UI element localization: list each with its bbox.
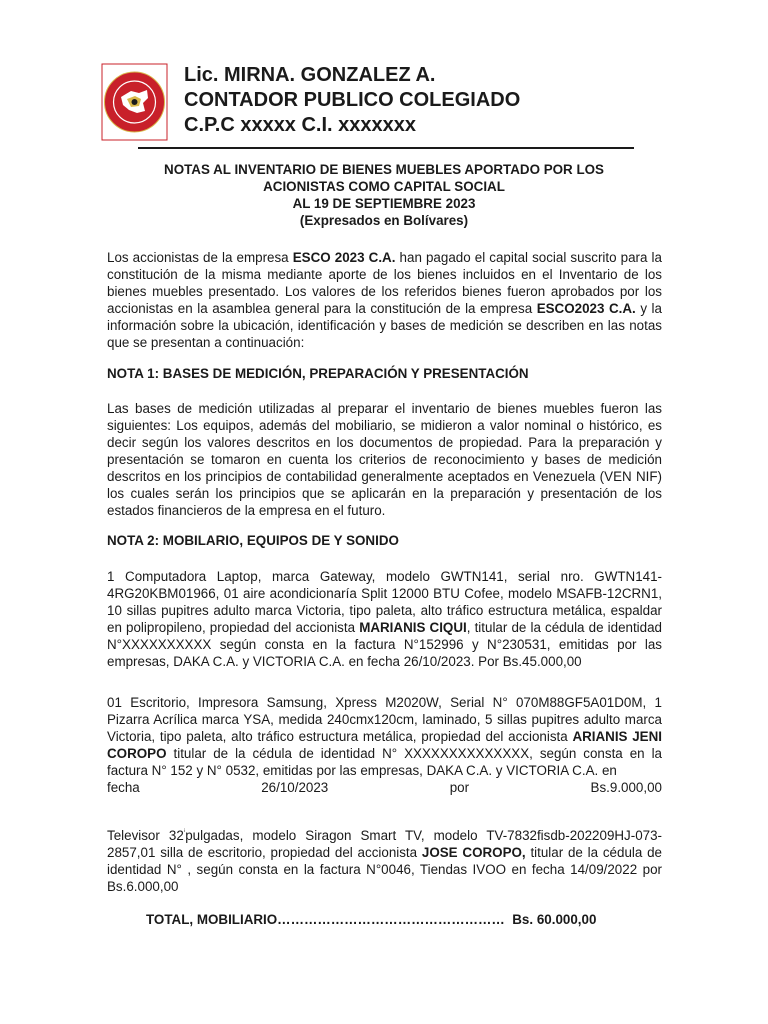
item-2-last-line: fecha 26/10/2023 por Bs.9.000,00 — [107, 780, 662, 795]
accountant-ids: C.P.C xxxxx C.I. xxxxxxx — [184, 114, 417, 136]
company-name-2: ESCO2023 C.A. — [536, 301, 636, 316]
nota2-item-2: 01 Escritorio, Impresora Samsung, Xpress M2020W, Serial N° 070M88GF5A01D0M, 1 Pizarra Acrílica marca YSA, medida 240cmx120cm, laminado, 5 sillas pupitres adulto marca Victoria, tipo paleta, alto tráfico estructura metálica, propiedad del accionista ARIANIS JENI COROPO titular de la cédula de identidad N° XXXXXXXXXXXXXX, según consta en la factura N° 152 y N° 0532, emitidas por las empresas, DAKA C.A. y VICTORIA C.A. en fecha 26/10/2023 por Bs.9.000,00 — [107, 695, 662, 795]
nota2-item-1: 1 Computadora Laptop, marca Gateway, modelo GWTN141, serial nro. GWTN141-4RG20KBM01966, 01 aire acondicionaría Split 12000 BTU Cofee, modelo MSAFB-12CRN1, 10 sillas pupitres adulto marca Victoria, tipo paleta, alto tráfico estructura metálica, espaldar en polipropileno, propiedad del accionista MARIANIS CIQUI, titular de la cédula de identidad N°XXXXXXXXXX según consta en la factura N°152996 y N°230531, emitidas por las empresas, DAKA C.A. y VICTORIA C.A. en fecha 26/10/2023. Por Bs.45.000,00 — [107, 569, 662, 669]
nota2-item-3: Televisor $32^{^i}pulgadas$, modelo Siragon Smart TV, modelo TV-7832fisdb-202209HJ-073-2857,01 silla de escritorio, propiedad del accionista JOSE COROPO, titular de la cédula de identidad N° , según consta en la factura N°0046, Tiendas IVOO en fecha 14/09/2022 por Bs.6.000,00 — [107, 827, 663, 894]
nota1-body: Las bases de medición utilizadas al preparar el inventario de bienes muebles fueron las siguientes: Los equipos, además del mobiliario, se midieron a valor nominal o histórico, es decir según los valores descritos en los documentos de propiedad. Para la preparación y presentación se tomaron en cuenta los criterios de reconocimiento y bases de medición descritos en los principios de contabilidad generalmente aceptados en Venezuela (VEN NIF) los cuales serán los principios que se aplicarán en la preparación y presentación de los estados financieros de la empresa en el futuro. — [107, 401, 662, 518]
shareholder-1: MARIANIS CIQUI — [359, 620, 467, 635]
accountant-header — [184, 63, 520, 138]
total-leader-dots: …………………………………………… — [277, 912, 505, 927]
accountant-profession: CONTADOR PUBLICO COLEGIADO — [184, 89, 521, 111]
document-title — [100, 161, 668, 229]
shareholder-2: ARIANIS JENI COROPO — [107, 729, 662, 761]
total-line — [146, 911, 596, 928]
total-amount: Bs. 60.000,00 — [512, 912, 597, 927]
title-line-1: NOTAS AL INVENTARIO DE BIENES MUEBLES APORTADO POR LOS — [164, 162, 604, 177]
accountant-name: Lic. MIRNA. GONZALEZ A. — [184, 64, 436, 86]
college-seal-logo — [101, 63, 168, 141]
title-line-4: (Expresados en Bolívares) — [299, 213, 469, 228]
title-line-2: ACIONISTAS COMO CAPITAL SOCIAL — [263, 179, 505, 194]
title-line-3: AL 19 DE SEPTIEMBRE 2023 — [292, 196, 476, 211]
header-divider — [138, 147, 634, 149]
shareholder-3: JOSE COROPO, — [421, 845, 526, 860]
total-label: TOTAL, MOBILIARIO — [146, 912, 278, 927]
nota1-heading: NOTA 1: BASES DE MEDICIÓN, PREPARACIÓN Y PRESENTACIÓN — [107, 366, 529, 381]
intro-paragraph: Los accionistas de la empresa ESCO 2023 C.A. han pagado el capital social suscrito para la constitución de la misma mediante aporte de los bienes incluidos en el Inventario de los bienes muebles presentado. Los valores de los referidos bienes fueron aprobados por los accionistas en la asamblea general para la constitución de la empresa ESCO2023 C.A. y la información sobre la ubicación, identificación y bases de medición se describen en las notas que se presentan a continuación: — [107, 250, 662, 350]
nota2-heading: NOTA 2: MOBILARIO, EQUIPOS DE Y SONIDO — [107, 533, 399, 548]
company-name: ESCO 2023 C.A. — [292, 250, 396, 265]
